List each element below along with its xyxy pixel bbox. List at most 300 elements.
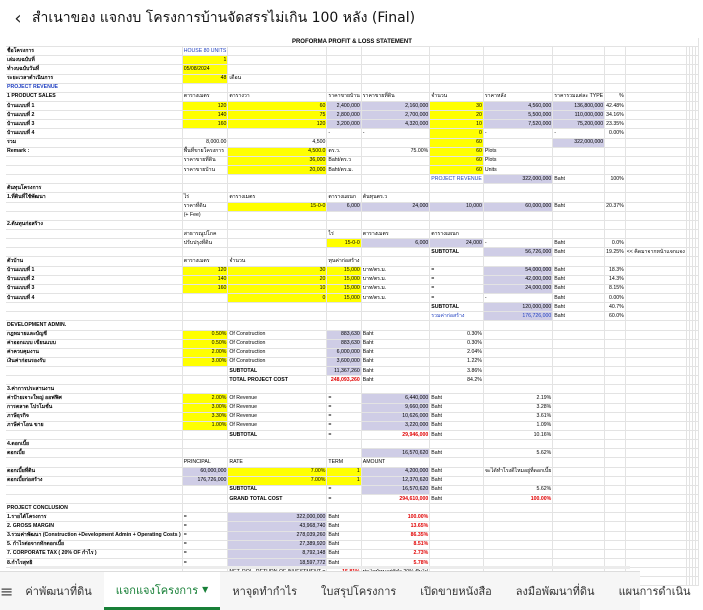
cell[interactable] [605, 330, 626, 339]
cell[interactable]: - [483, 293, 552, 302]
cell[interactable] [695, 321, 698, 330]
cell[interactable] [625, 202, 686, 211]
cell[interactable] [483, 321, 552, 330]
cell[interactable] [605, 184, 626, 193]
cell[interactable] [553, 257, 605, 266]
cell[interactable] [625, 376, 686, 385]
cell[interactable] [6, 431, 182, 440]
cell[interactable] [695, 101, 698, 110]
cell[interactable] [483, 513, 552, 522]
cell[interactable] [6, 239, 182, 248]
cell[interactable] [605, 458, 626, 467]
cell[interactable]: 2.73% [361, 549, 430, 558]
cell[interactable] [430, 184, 484, 193]
cell[interactable]: AMOUNT [361, 458, 430, 467]
cell[interactable] [605, 367, 626, 376]
cell[interactable] [695, 47, 698, 56]
cell[interactable]: 4,560,000 [483, 101, 552, 110]
cell[interactable]: 294,610,000 [361, 495, 430, 504]
cell[interactable] [361, 56, 430, 65]
cell[interactable] [483, 47, 552, 56]
cell[interactable] [361, 257, 430, 266]
cell[interactable]: 24,000 [361, 202, 430, 211]
cell[interactable]: = [327, 394, 361, 403]
cell[interactable] [605, 47, 626, 56]
cell[interactable] [605, 485, 626, 494]
cell[interactable]: ตารางแผนก [430, 229, 484, 238]
cell[interactable] [695, 229, 698, 238]
cell[interactable]: 3.28% [483, 403, 552, 412]
cell[interactable] [695, 330, 698, 339]
cell[interactable] [605, 440, 626, 449]
cell[interactable]: 120 [182, 266, 228, 275]
cell[interactable] [361, 312, 430, 321]
cell[interactable]: 3.ค่าการประสานงาน [6, 385, 182, 394]
cell[interactable] [695, 239, 698, 248]
cell[interactable] [625, 129, 686, 138]
cell[interactable] [605, 229, 626, 238]
cell[interactable] [182, 485, 228, 494]
cell[interactable]: ค่าควบคุมงาน [6, 348, 182, 357]
cell[interactable] [361, 165, 430, 174]
cell[interactable] [605, 357, 626, 366]
cell[interactable] [695, 458, 698, 467]
cell[interactable] [361, 248, 430, 257]
cell[interactable] [553, 385, 605, 394]
cell[interactable]: บ้านแบบที่ 1 [6, 101, 182, 110]
cell[interactable]: Baht [361, 339, 430, 348]
cell[interactable]: 75,200,000 [553, 120, 605, 129]
cell[interactable]: ตร.ว. [327, 147, 361, 156]
cell[interactable]: ตารางเมตร [182, 92, 228, 101]
cell[interactable]: บาท/ตร.ม. [361, 293, 430, 302]
cell[interactable] [430, 504, 484, 513]
cell[interactable]: 8,000.00 [182, 138, 228, 147]
cell[interactable] [228, 229, 327, 238]
cell[interactable]: 1 PRODUCT SALES [6, 92, 182, 101]
cell[interactable] [361, 47, 430, 56]
cell[interactable]: 75.00% [361, 147, 430, 156]
cell[interactable]: 4,500 [228, 138, 327, 147]
cell[interactable]: Of Construction [228, 330, 327, 339]
cell[interactable]: SUBTOTAL [228, 431, 327, 440]
cell[interactable]: Of Revenue [228, 403, 327, 412]
tab-4[interactable] [408, 572, 504, 610]
cell[interactable] [625, 239, 686, 248]
cell[interactable]: 120 [228, 120, 327, 129]
cell[interactable]: 15,000 [327, 284, 361, 293]
cell[interactable] [327, 56, 361, 65]
cell[interactable] [228, 303, 327, 312]
cell[interactable] [605, 431, 626, 440]
cell[interactable]: ราคารวมแต่ละ TYPE [553, 92, 605, 101]
cell[interactable]: Baht [553, 248, 605, 257]
cell[interactable]: 15-0-0 [228, 202, 327, 211]
cell[interactable]: 2.00% [182, 394, 228, 403]
cell[interactable] [625, 147, 686, 156]
cell[interactable] [695, 403, 698, 412]
cell[interactable] [361, 303, 430, 312]
cell[interactable] [228, 239, 327, 248]
cell[interactable] [553, 431, 605, 440]
cell[interactable]: Baht [430, 485, 484, 494]
cell[interactable] [625, 522, 686, 531]
cell[interactable] [327, 138, 361, 147]
cell[interactable]: = [327, 431, 361, 440]
cell[interactable] [182, 367, 228, 376]
cell[interactable] [430, 211, 484, 220]
cell[interactable] [553, 357, 605, 366]
cell[interactable] [605, 540, 626, 549]
cell[interactable] [605, 522, 626, 531]
cell[interactable] [625, 293, 686, 302]
cell[interactable]: 1 [182, 56, 228, 65]
cell[interactable] [625, 385, 686, 394]
cell[interactable]: Baht [553, 293, 605, 302]
cell[interactable] [625, 229, 686, 238]
cell[interactable]: 3.30% [182, 412, 228, 421]
cell[interactable] [625, 257, 686, 266]
cell[interactable] [430, 74, 484, 83]
cell[interactable]: (+ Fee) [182, 211, 228, 220]
cell[interactable] [361, 321, 430, 330]
cell[interactable] [430, 83, 484, 92]
cell[interactable] [553, 449, 605, 458]
cell[interactable] [605, 56, 626, 65]
cell[interactable]: ต้นทุนตร.ว [361, 193, 430, 202]
cell[interactable] [695, 120, 698, 129]
cell[interactable] [327, 248, 361, 257]
cell[interactable] [483, 357, 552, 366]
cell[interactable]: DEVELOPMENT ADMIN. [6, 321, 182, 330]
cell[interactable]: เงินค่าก่อนรองรับ [6, 357, 182, 366]
cell[interactable]: 15,000 [327, 266, 361, 275]
cell[interactable]: 20 [228, 275, 327, 284]
cell[interactable] [605, 348, 626, 357]
cell[interactable]: = [430, 266, 484, 275]
cell[interactable] [625, 339, 686, 348]
cell[interactable] [625, 321, 686, 330]
cell[interactable]: Of Revenue [228, 394, 327, 403]
cell[interactable]: = [182, 549, 228, 558]
cell[interactable] [228, 56, 327, 65]
cell[interactable] [695, 138, 698, 147]
cell[interactable] [695, 522, 698, 531]
cell[interactable]: 110,000,000 [553, 111, 605, 120]
cell[interactable] [182, 385, 228, 394]
cell[interactable] [553, 440, 605, 449]
cell[interactable] [625, 120, 686, 129]
cell[interactable]: 20,000 [228, 165, 327, 174]
cell[interactable] [430, 549, 484, 558]
cell[interactable]: Baht [553, 312, 605, 321]
cell[interactable] [483, 348, 552, 357]
cell[interactable] [228, 385, 327, 394]
cell[interactable] [483, 83, 552, 92]
cell[interactable]: ปรับปรุงที่ดิน [182, 239, 228, 248]
cell[interactable] [553, 220, 605, 229]
cell[interactable]: ตารางเมตร [182, 257, 228, 266]
cell[interactable]: 0.00% [605, 293, 626, 302]
cell[interactable] [625, 458, 686, 467]
cell[interactable] [625, 266, 686, 275]
cell[interactable] [6, 211, 182, 220]
cell[interactable] [625, 431, 686, 440]
cell[interactable]: 43,968,740 [228, 522, 327, 531]
cell[interactable]: ตารางแผนก [327, 193, 361, 202]
cell[interactable] [182, 293, 228, 302]
cell[interactable] [430, 531, 484, 540]
cell[interactable]: 18,597,772 [228, 559, 327, 568]
cell[interactable] [695, 156, 698, 165]
cell[interactable] [6, 202, 182, 211]
cell[interactable] [182, 248, 228, 257]
cell[interactable]: พื้นที่ขายโครงการ [182, 147, 228, 156]
cell[interactable] [228, 175, 327, 184]
cell[interactable] [553, 394, 605, 403]
cell[interactable]: ตารางวา [228, 92, 327, 101]
cell[interactable] [625, 549, 686, 558]
cell[interactable]: 10,626,000 [361, 412, 430, 421]
cell[interactable] [182, 83, 228, 92]
cell[interactable] [327, 303, 361, 312]
cell[interactable] [695, 357, 698, 366]
cell[interactable] [327, 184, 361, 193]
cell[interactable]: 75 [228, 111, 327, 120]
cell[interactable]: PROJECT REVENUE [6, 83, 182, 92]
cell[interactable] [327, 312, 361, 321]
cell[interactable] [182, 220, 228, 229]
cell[interactable] [361, 440, 430, 449]
cell[interactable]: Baht [327, 549, 361, 558]
cell[interactable] [695, 312, 698, 321]
cell[interactable]: 3,600,000 [327, 357, 361, 366]
cell[interactable]: 2.00% [182, 348, 228, 357]
cell[interactable]: % [605, 92, 626, 101]
cell[interactable] [625, 504, 686, 513]
cell[interactable]: Baht [553, 239, 605, 248]
cell[interactable] [625, 56, 686, 65]
cell[interactable]: 3.00% [182, 357, 228, 366]
cell[interactable] [553, 458, 605, 467]
cell[interactable]: = [182, 540, 228, 549]
cell[interactable] [6, 248, 182, 257]
cell[interactable]: 16,570,620 [361, 449, 430, 458]
cell[interactable]: Baht [430, 431, 484, 440]
cell[interactable]: 16,570,620 [361, 485, 430, 494]
cell[interactable]: 0 [430, 129, 484, 138]
cell[interactable]: 34.16% [605, 111, 626, 120]
cell[interactable] [361, 211, 430, 220]
cell[interactable]: บ้านแบบที่ 3 [6, 284, 182, 293]
cell[interactable] [625, 65, 686, 74]
cell[interactable] [625, 485, 686, 494]
cell[interactable]: 4.ดอกเบี้ย [6, 440, 182, 449]
cell[interactable] [625, 559, 686, 568]
cell[interactable]: Baht [553, 284, 605, 293]
cell[interactable]: 13.65% [361, 522, 430, 531]
cell[interactable]: 05/08/2024 [182, 65, 228, 74]
cell[interactable]: 9,660,000 [361, 403, 430, 412]
cell[interactable] [695, 303, 698, 312]
cell[interactable] [625, 74, 686, 83]
cell[interactable]: RATE [228, 458, 327, 467]
cell[interactable] [553, 339, 605, 348]
cell[interactable]: ราคาหลัง [483, 92, 552, 101]
cell[interactable] [483, 193, 552, 202]
cell[interactable] [625, 165, 686, 174]
cell[interactable]: 1.09% [483, 421, 552, 430]
cell[interactable] [695, 147, 698, 156]
cell[interactable] [695, 412, 698, 421]
cell[interactable] [553, 531, 605, 540]
cell[interactable]: SUBTOTAL [430, 303, 484, 312]
cell[interactable] [553, 513, 605, 522]
cell[interactable] [605, 531, 626, 540]
cell[interactable]: 1 [327, 476, 361, 485]
cell[interactable] [625, 303, 686, 312]
cell[interactable]: 24,000 [430, 239, 484, 248]
cell[interactable]: บ้านแบบที่ 4 [6, 129, 182, 138]
cell[interactable] [625, 513, 686, 522]
cell[interactable]: 8,792,148 [228, 549, 327, 558]
cell[interactable]: Baht [430, 421, 484, 430]
cell[interactable]: SUBTOTAL [228, 367, 327, 376]
cell[interactable]: 0.30% [430, 339, 484, 348]
cell[interactable] [605, 513, 626, 522]
cell[interactable]: 5.62% [483, 449, 552, 458]
cell[interactable]: 40.7% [605, 303, 626, 312]
cell[interactable] [625, 476, 686, 485]
cell[interactable]: บ้านแบบที่ 2 [6, 111, 182, 120]
cell[interactable]: Remark : [6, 147, 182, 156]
cell[interactable]: Plots [483, 156, 552, 165]
cell[interactable] [430, 513, 484, 522]
cell[interactable] [605, 220, 626, 229]
cell[interactable] [553, 495, 605, 504]
cell[interactable] [483, 74, 552, 83]
cell[interactable]: ไร่ [327, 229, 361, 238]
cell[interactable] [182, 376, 228, 385]
cell[interactable] [625, 403, 686, 412]
cell[interactable] [483, 56, 552, 65]
cell[interactable]: Units [483, 165, 552, 174]
cell[interactable]: 7. CORPORATE TAX ( 20% OF กำไร ) [6, 549, 182, 558]
cell[interactable] [6, 229, 182, 238]
cell[interactable]: Baht [430, 412, 484, 421]
cell[interactable] [605, 83, 626, 92]
cell[interactable]: 10 [430, 120, 484, 129]
cell[interactable] [695, 504, 698, 513]
cell[interactable] [625, 47, 686, 56]
cell[interactable] [483, 376, 552, 385]
cell[interactable] [182, 504, 228, 513]
cell[interactable] [327, 449, 361, 458]
cell[interactable] [625, 357, 686, 366]
cell[interactable]: 7.00% [228, 476, 327, 485]
cell[interactable] [182, 321, 228, 330]
cell[interactable]: Baht/ตร.ว [327, 156, 361, 165]
cell[interactable] [483, 476, 552, 485]
cell[interactable]: 2,400,000 [327, 101, 361, 110]
cell[interactable] [553, 184, 605, 193]
cell[interactable]: 15,000 [327, 293, 361, 302]
tab-6[interactable] [607, 572, 703, 610]
cell[interactable] [228, 440, 327, 449]
cell[interactable] [625, 92, 686, 101]
cell[interactable] [695, 394, 698, 403]
cell[interactable] [327, 211, 361, 220]
cell[interactable] [553, 83, 605, 92]
cell[interactable] [695, 376, 698, 385]
sheets-menu-icon[interactable]: ≡ [0, 581, 14, 601]
cell[interactable]: 12,370,620 [361, 476, 430, 485]
cell[interactable] [553, 467, 605, 476]
cell[interactable]: 140 [182, 111, 228, 120]
cell[interactable] [695, 248, 698, 257]
cell[interactable] [605, 476, 626, 485]
cell[interactable] [695, 266, 698, 275]
cell[interactable] [625, 138, 686, 147]
cell[interactable] [430, 193, 484, 202]
cell[interactable] [182, 495, 228, 504]
cell[interactable]: บ้านแบบที่ 3 [6, 120, 182, 129]
cell[interactable]: บ้านแบบที่ 1 [6, 266, 182, 275]
cell[interactable] [553, 321, 605, 330]
cell[interactable]: Baht [327, 513, 361, 522]
back-arrow-icon[interactable]: ‹ [14, 7, 22, 29]
cell[interactable] [6, 156, 182, 165]
cell[interactable]: 20.37% [605, 202, 626, 211]
cell[interactable]: GRAND TOTAL COST [228, 495, 327, 504]
cell[interactable]: บาท/ตร.ม. [361, 284, 430, 293]
cell[interactable]: << คิดมาจากหน้าแจกแจง [625, 248, 686, 257]
cell[interactable]: 15,000 [327, 275, 361, 284]
cell[interactable]: 4,500.0 [228, 147, 327, 156]
cell[interactable]: = [182, 559, 228, 568]
cell[interactable] [695, 559, 698, 568]
cell[interactable] [430, 458, 484, 467]
cell[interactable]: บ้านแบบที่ 4 [6, 293, 182, 302]
cell[interactable]: 3.86% [430, 367, 484, 376]
cell[interactable] [605, 165, 626, 174]
cell[interactable] [361, 156, 430, 165]
cell[interactable]: 60 [430, 156, 484, 165]
cell[interactable] [605, 193, 626, 202]
cell[interactable]: 2.ต้นทุนก่อสร้าง [6, 220, 182, 229]
cell[interactable]: 322,000,000 [228, 513, 327, 522]
cell[interactable]: Baht [553, 202, 605, 211]
cell[interactable]: 120 [182, 101, 228, 110]
cell[interactable]: บาท/ตร.ม. [361, 275, 430, 284]
cell[interactable] [483, 65, 552, 74]
cell[interactable]: ตารางเมตร [228, 193, 327, 202]
cell[interactable] [625, 440, 686, 449]
cell[interactable]: 48 [182, 74, 228, 83]
cell[interactable] [695, 495, 698, 504]
cell[interactable]: = [327, 421, 361, 430]
cell[interactable] [6, 458, 182, 467]
cell[interactable] [553, 376, 605, 385]
cell[interactable] [695, 129, 698, 138]
cell[interactable] [6, 495, 182, 504]
cell[interactable] [695, 485, 698, 494]
cell[interactable]: 60 [430, 138, 484, 147]
cell[interactable] [695, 348, 698, 357]
cell[interactable]: 10.16% [483, 431, 552, 440]
cell[interactable] [605, 376, 626, 385]
cell[interactable]: 0.50% [182, 339, 228, 348]
